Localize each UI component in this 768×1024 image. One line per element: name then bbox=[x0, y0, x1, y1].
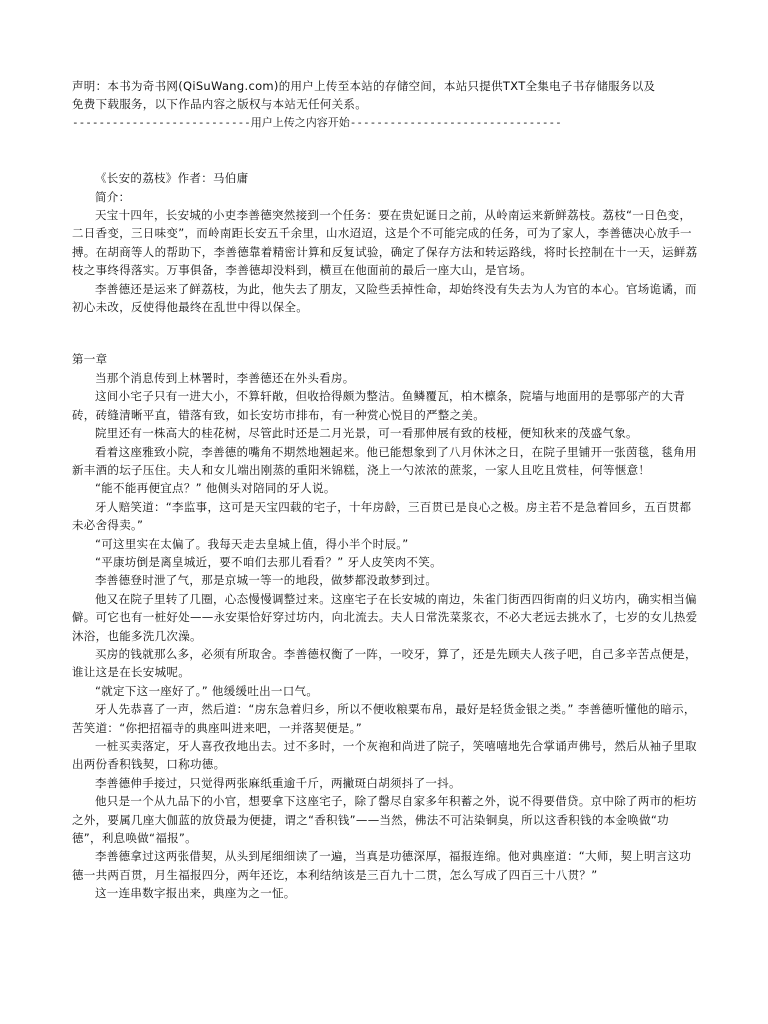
intro-paragraph: 李善德还是运来了鲜荔枝，为此，他失去了朋友，又险些丢掉性命，却始终没有失去为人为官的本心。官场诡谲，而初心未改，反使得他最终在乱世中得以保全。 bbox=[72, 281, 697, 315]
chapter-paragraph: “可这里实在太偏了。我每天走去皇城上值，得小半个时辰。” bbox=[95, 536, 409, 551]
spacer bbox=[72, 132, 698, 169]
chapter-heading: 第一章 bbox=[72, 352, 108, 367]
chapter-paragraph: 这一连串数字报出来，典座为之一怔。 bbox=[95, 886, 296, 901]
chapter-paragraph: 牙人赔笑道：“李监事，这可是天宝四载的宅子，十年房龄，三百贯已是良心之极。房主若不是急着回乡，五百贯都未必舍得卖。” bbox=[72, 499, 692, 533]
chapter-paragraph: 他又在院子里转了几圈，心态慢慢调整过来。这座宅子在长安城的南边，朱雀门街西四街南的归义坊内，确实相当偏僻。可它也有一桩好处——永安渠恰好穿过坊内，向北流去。夫人日常洗菜浆衣，不必大老远去挑水了，七岁的女儿热爱沐浴，也能多洗几次澡。 bbox=[72, 591, 698, 643]
disclaimer-line-2: 免费下载服务，以下作品内容之版权与本站无任何关系。 bbox=[72, 97, 367, 112]
chapter-paragraph: “能不能再便宜点？” 他侧头对陪同的牙人说。 bbox=[95, 481, 336, 496]
chapter-paragraph: 当那个消息传到上林署时，李善德还在外头看房。 bbox=[95, 370, 355, 385]
chapter-paragraph: 李善德伸手接过，只觉得两张麻纸重逾千斤，两撇斑白胡须抖了一抖。 bbox=[95, 775, 461, 790]
chapter-paragraph: 院里还有一株高大的桂花树，尽管此时还是二月光景，可一看那伸展有致的枝桠，便知秋来的茂盛气象。 bbox=[95, 426, 638, 441]
chapter-paragraph: 看着这座雅致小院，李善德的嘴角不期然地翘起来。他已能想象到了八月休沐之日，在院子里铺开一张茵毯，毯角用新丰酒的坛子压住。夫人和女儿端出刚蒸的重阳米锦糕，浇上一勺浓浓的蔗浆，一家人且吃且赏桂，何等惬意！ bbox=[72, 444, 697, 477]
book-title: 《长安的荔枝》作者：马伯庸 bbox=[95, 171, 249, 186]
chapter-paragraph: 买房的钱就那么多，必须有所取舍。李善德权衡了一阵，一咬牙，算了，还是先顾夫人孩子吧，自己多辛苦点便是，谁让这是在长安城呢。 bbox=[72, 646, 697, 680]
disclaimer-line-1: 声明：本书为奇书网(QiSuWang.com)的用户上传至本站的存储空间，本站只提供TXT全集电子书存储服务以及 bbox=[72, 79, 656, 93]
chapter-paragraph: 一桩买卖落定，牙人喜孜孜地出去。过不多时，一个灰袍和尚进了院子，笑嘻嘻地先合掌诵声佛号，然后从袖子里取出两份香积钱契，口称功德。 bbox=[72, 739, 697, 772]
chapter-paragraph: “平康坊倒是离皇城近，要不咱们去那儿看看？” 牙人皮笑肉不笑。 bbox=[95, 554, 442, 569]
intro-paragraph: 天宝十四年，长安城的小吏李善德突然接到一个任务：要在贵妃诞日之前，从岭南运来新鲜荔枝。荔枝“一日色变，二日香变，三日味变”，而岭南距长安五千余里，山水迢迢，这是个不可能完成的任务，可为了家人，李善德决心放手一搏。在胡商等人的帮助下，李善德靠着精密计算和反复试验，确定了保存方法和转运路线，将时长控制在十一天，运鲜荔枝之事终得落实。万事俱备，李善德却没料到，横亘在他面前的最后一座大山，是官场。 bbox=[72, 208, 698, 278]
document-page bbox=[72, 77, 698, 903]
chapter-paragraph: 这间小宅子只有一进大小，不算轩敞，但收拾得颇为整洁。鱼鳞覆瓦，柏木檩条，院墙与地面用的是鄠邬产的大青砖，砖缝清晰平直，错落有致，如长安坊市排布，有一种赏心悦目的严整之美。 bbox=[72, 389, 685, 422]
spacer bbox=[72, 316, 698, 350]
chapter-paragraph: 牙人先恭喜了一声，然后道：“房东急着归乡，所以不便收粮粟布帛，最好是轻货金银之类。” 李善德听懂他的暗示，苦笑道：“你把招福寺的典座叫进来吧，一并落契便是。” bbox=[72, 702, 696, 735]
upload-separator: ---------------------------用户上传之内容开始-------------------------------- bbox=[72, 115, 562, 129]
chapter-paragraph: “就定下这一座好了。” 他缓缓吐出一口气。 bbox=[95, 683, 319, 698]
chapter-paragraph: 他只是一个从九品下的小官，想要拿下这座宅子，除了罄尽自家多年积蓄之外，说不得要借贷。京中除了两市的柜坊之外，要属几座大伽蓝的放贷最为便捷，谓之“香积钱”——当然，佛法不可沾染铜臭，所以这香积钱的本金唤做“功德”，利息唤做“福报”。 bbox=[72, 794, 697, 846]
chapter-paragraph: 李善德登时泄了气，那是京城一等一的地段，做梦都没敢梦到过。 bbox=[95, 573, 438, 588]
chapter-paragraph: 李善德拿过这两张借契，从头到尾细细读了一遍，当真是功德深厚，福报连绵。他对典座道：“大师，契上明言这功德一共两百贯，月生福报四分，两年还讫，本利结纳该是三百九十二贯，怎么写成了四百三十八贯？” bbox=[72, 849, 692, 882]
intro-label: 简介： bbox=[95, 189, 131, 204]
